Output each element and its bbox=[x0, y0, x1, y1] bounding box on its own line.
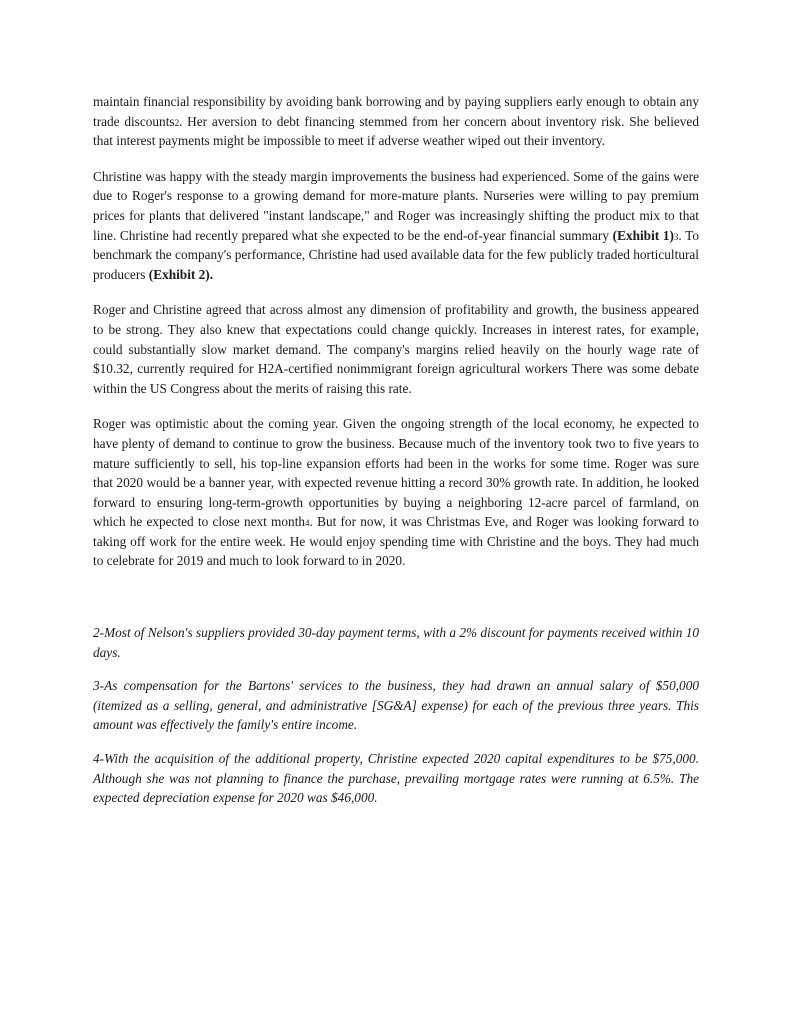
footnote-2: 2-Most of Nelson's suppliers provided 30-day payment terms, with a 2% discount for payments received within 10 days. bbox=[93, 625, 699, 660]
paragraph-1-text-b: . Her aversion to debt financing stemmed from her concern about inventory risk. She believed that interest payments might be impossible to meet if adverse weather wiped out their inventory. bbox=[93, 113, 699, 149]
footnote-3: 3-As compensation for the Bartons' services to the business, they had drawn an annual salary of $50,000 (itemized as a selling, general, and administrative [SG&A] expense) for each of the previous three years. This amount was effectively the family's entire income. bbox=[93, 678, 699, 733]
paragraph-3-text: Roger and Christine agreed that across almost any dimension of profitability and growth, the business appeared to be strong. They also knew that expectations could change quickly. Increases in interest rates, for example, could substantially slow market demand. The company's margins relied heavily on the hourly wage rate of $10.32, currently required for H2A-certified nonimmigrant foreign agricultural workers There was some debate within the US Congress about the merits of raising this rate. bbox=[93, 302, 699, 396]
footnote-ref-3: 3 bbox=[673, 231, 679, 242]
paragraph-2-text-b: . To benchmark the company's performance, Christine had used available data for the few publicly traded horticultural producers bbox=[93, 227, 699, 282]
document-body bbox=[93, 92, 699, 808]
footnote-4: 4-With the acquisition of the additional property, Christine expected 2020 capital expenditures to be $75,000. Although she was not planning to finance the purchase, prevailing mortgage rates were running at 6.5%. The expected depreciation expense for 2020 was $46,000. bbox=[93, 751, 699, 806]
exhibit-1-reference: (Exhibit 1) bbox=[612, 227, 674, 243]
paragraph-1 bbox=[93, 92, 699, 151]
footnote-ref-4: 4 bbox=[305, 518, 310, 529]
footnote-ref-2: 2 bbox=[174, 117, 180, 128]
paragraph-4 bbox=[93, 414, 699, 571]
paragraph-4-text-a: Roger was optimistic about the coming year. Given the ongoing strength of the local economy, he expected to have plenty of demand to continue to grow the business. Because much of the inventory took two to five years to mature sufficiently to sell, his top-line expansion efforts had been in the works for some time. Roger was sure that 2020 would be a banner year, with expected revenue hitting a record 30% growth rate. In addition, he looked forward to ensuring long-term-growth opportunities by buying a neighboring 12-acre parcel of farmland, on which he expected to close next month bbox=[93, 416, 699, 530]
paragraph-4-text-b: . But for now, it was Christmas Eve, and Roger was looking forward to taking off work for the entire week. He would enjoy spending time with Christine and the boys. They had much to celebrate for 2019 and much to look forward to in 2020. bbox=[93, 514, 699, 569]
paragraph-1-text-a: maintain financial responsibility by avoiding bank borrowing and by paying suppliers early enough to obtain any trade discounts bbox=[93, 94, 699, 129]
paragraph-2-text-a: Christine was happy with the steady margin improvements the business had experienced. Some of the gains were due to Roger's response to a growing demand for more-mature plants. Nurseries were willing to pay premium prices for plants that delivered "instant landscape," and Roger was increasingly shifting the product mix to that line. Christine had recently prepared what she expected to be the end-of-year financial summary bbox=[93, 168, 699, 243]
exhibit-2-reference: (Exhibit 2). bbox=[148, 266, 214, 282]
footnotes-section bbox=[93, 623, 699, 808]
paragraph-2 bbox=[93, 167, 699, 285]
paragraph-3 bbox=[93, 300, 699, 398]
